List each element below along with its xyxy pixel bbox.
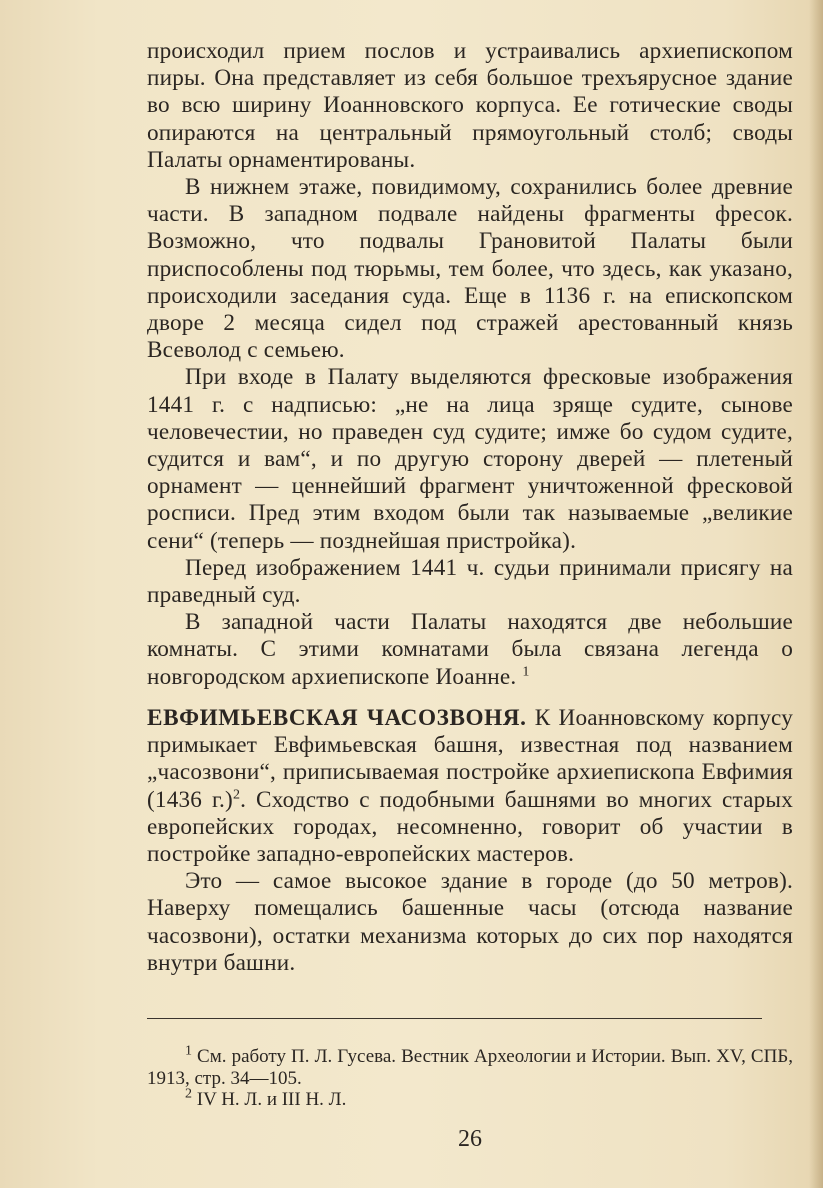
footnote-2 [147,1086,793,1111]
main-text [147,38,793,691]
paragraph-4-text: Перед изображением 1441 ч. судьи принимали присягу на праведный суд. [147,554,793,609]
footnote-2-text: IV Н. Л. и III Н. Л. [192,1089,347,1110]
paragraph-5 [147,609,793,691]
section-intro-text-1: К Иоанновскому корпусу примыкает Евфимьевская башня, известная под названием „часозвони“, приписываемая постройке архиепископа Евфимия (1436 г.) [147,705,793,813]
footnote-2-mark: 2 [185,1086,192,1102]
paragraph-3 [147,364,793,554]
footnote-1-mark: 1 [185,1043,192,1059]
section-intro-text-2: . Сходство с подобными башнями во многих старых европейских городах, несомненно, говорит об участии в постройке западно-европейских мастеров. [147,786,793,868]
paragraph-5-text: В западной части Палаты находятся две небольшие комнаты. С этими комнатами была связана легенда о новгородском архиепископе Иоанне. [147,609,793,690]
footnote-1 [147,1043,793,1089]
page-number: 26 [458,1126,482,1152]
paragraph-1 [147,38,793,174]
footnote-ref-1: 1 [522,663,530,679]
paragraph-3-text: При входе в Палату выделяются фресковые изображения 1441 г. с надписью: „не на лица зряще судите, сынове человечестии, но праведен суд судите; имже бо судом судите, судится и вам“, и по другую сторону дверей — плетеный орнамент — ценнейший фрагмент уничтоженной фресковой росписи. Пред этим входом были так называемые „великие сени“ (теперь — позднейшая пристройка). [147,364,793,554]
section-paragraph-2-text: Это — самое высокое здание в городе (до 50 метров). Наверху помещались башенные часы (отсюда название часозвони), остатки механизма которых до сих пор находятся внутри башни. [147,868,793,976]
section-chasozvonya [147,705,793,977]
paragraph-1-text: происходил прием послов и устраивались архиепископом пиры. Она представляет из себя большое трехъярусное здание во всю ширину Иоанновского корпуса. Ее готические своды опираются на центральный прямоугольный столб; своды Палаты орнаментированы. [147,38,793,173]
section-paragraph-2 [147,868,793,977]
paragraph-2 [147,174,793,364]
footnote-ref-2: 2 [232,786,241,802]
section-title: ЕВФИМЬЕВСКАЯ ЧАСОЗВОНЯ. [147,705,527,731]
footnotes [147,1043,793,1111]
section-intro [147,705,793,868]
footnote-divider [147,1018,762,1019]
paragraph-2-text: В нижнем этаже, повидимому, сохранились более древние части. В западном подвале найдены фрагменты фресок. Возможно, что подвалы Грановитой Палаты были приспособлены под тюрьмы, тем более, что здесь, как указано, происходили заседания суда. Еще в 1136 г. на епископском дворе 2 месяца сидел под стражей арестованный князь Всеволод с семьею. [147,174,793,364]
paragraph-4 [147,555,793,609]
footnote-1-text: См. работу П. Л. Гусева. Вестник Археологии и Истории. Вып. XV, СПБ, 1913, стр. 34—105. [147,1046,793,1089]
